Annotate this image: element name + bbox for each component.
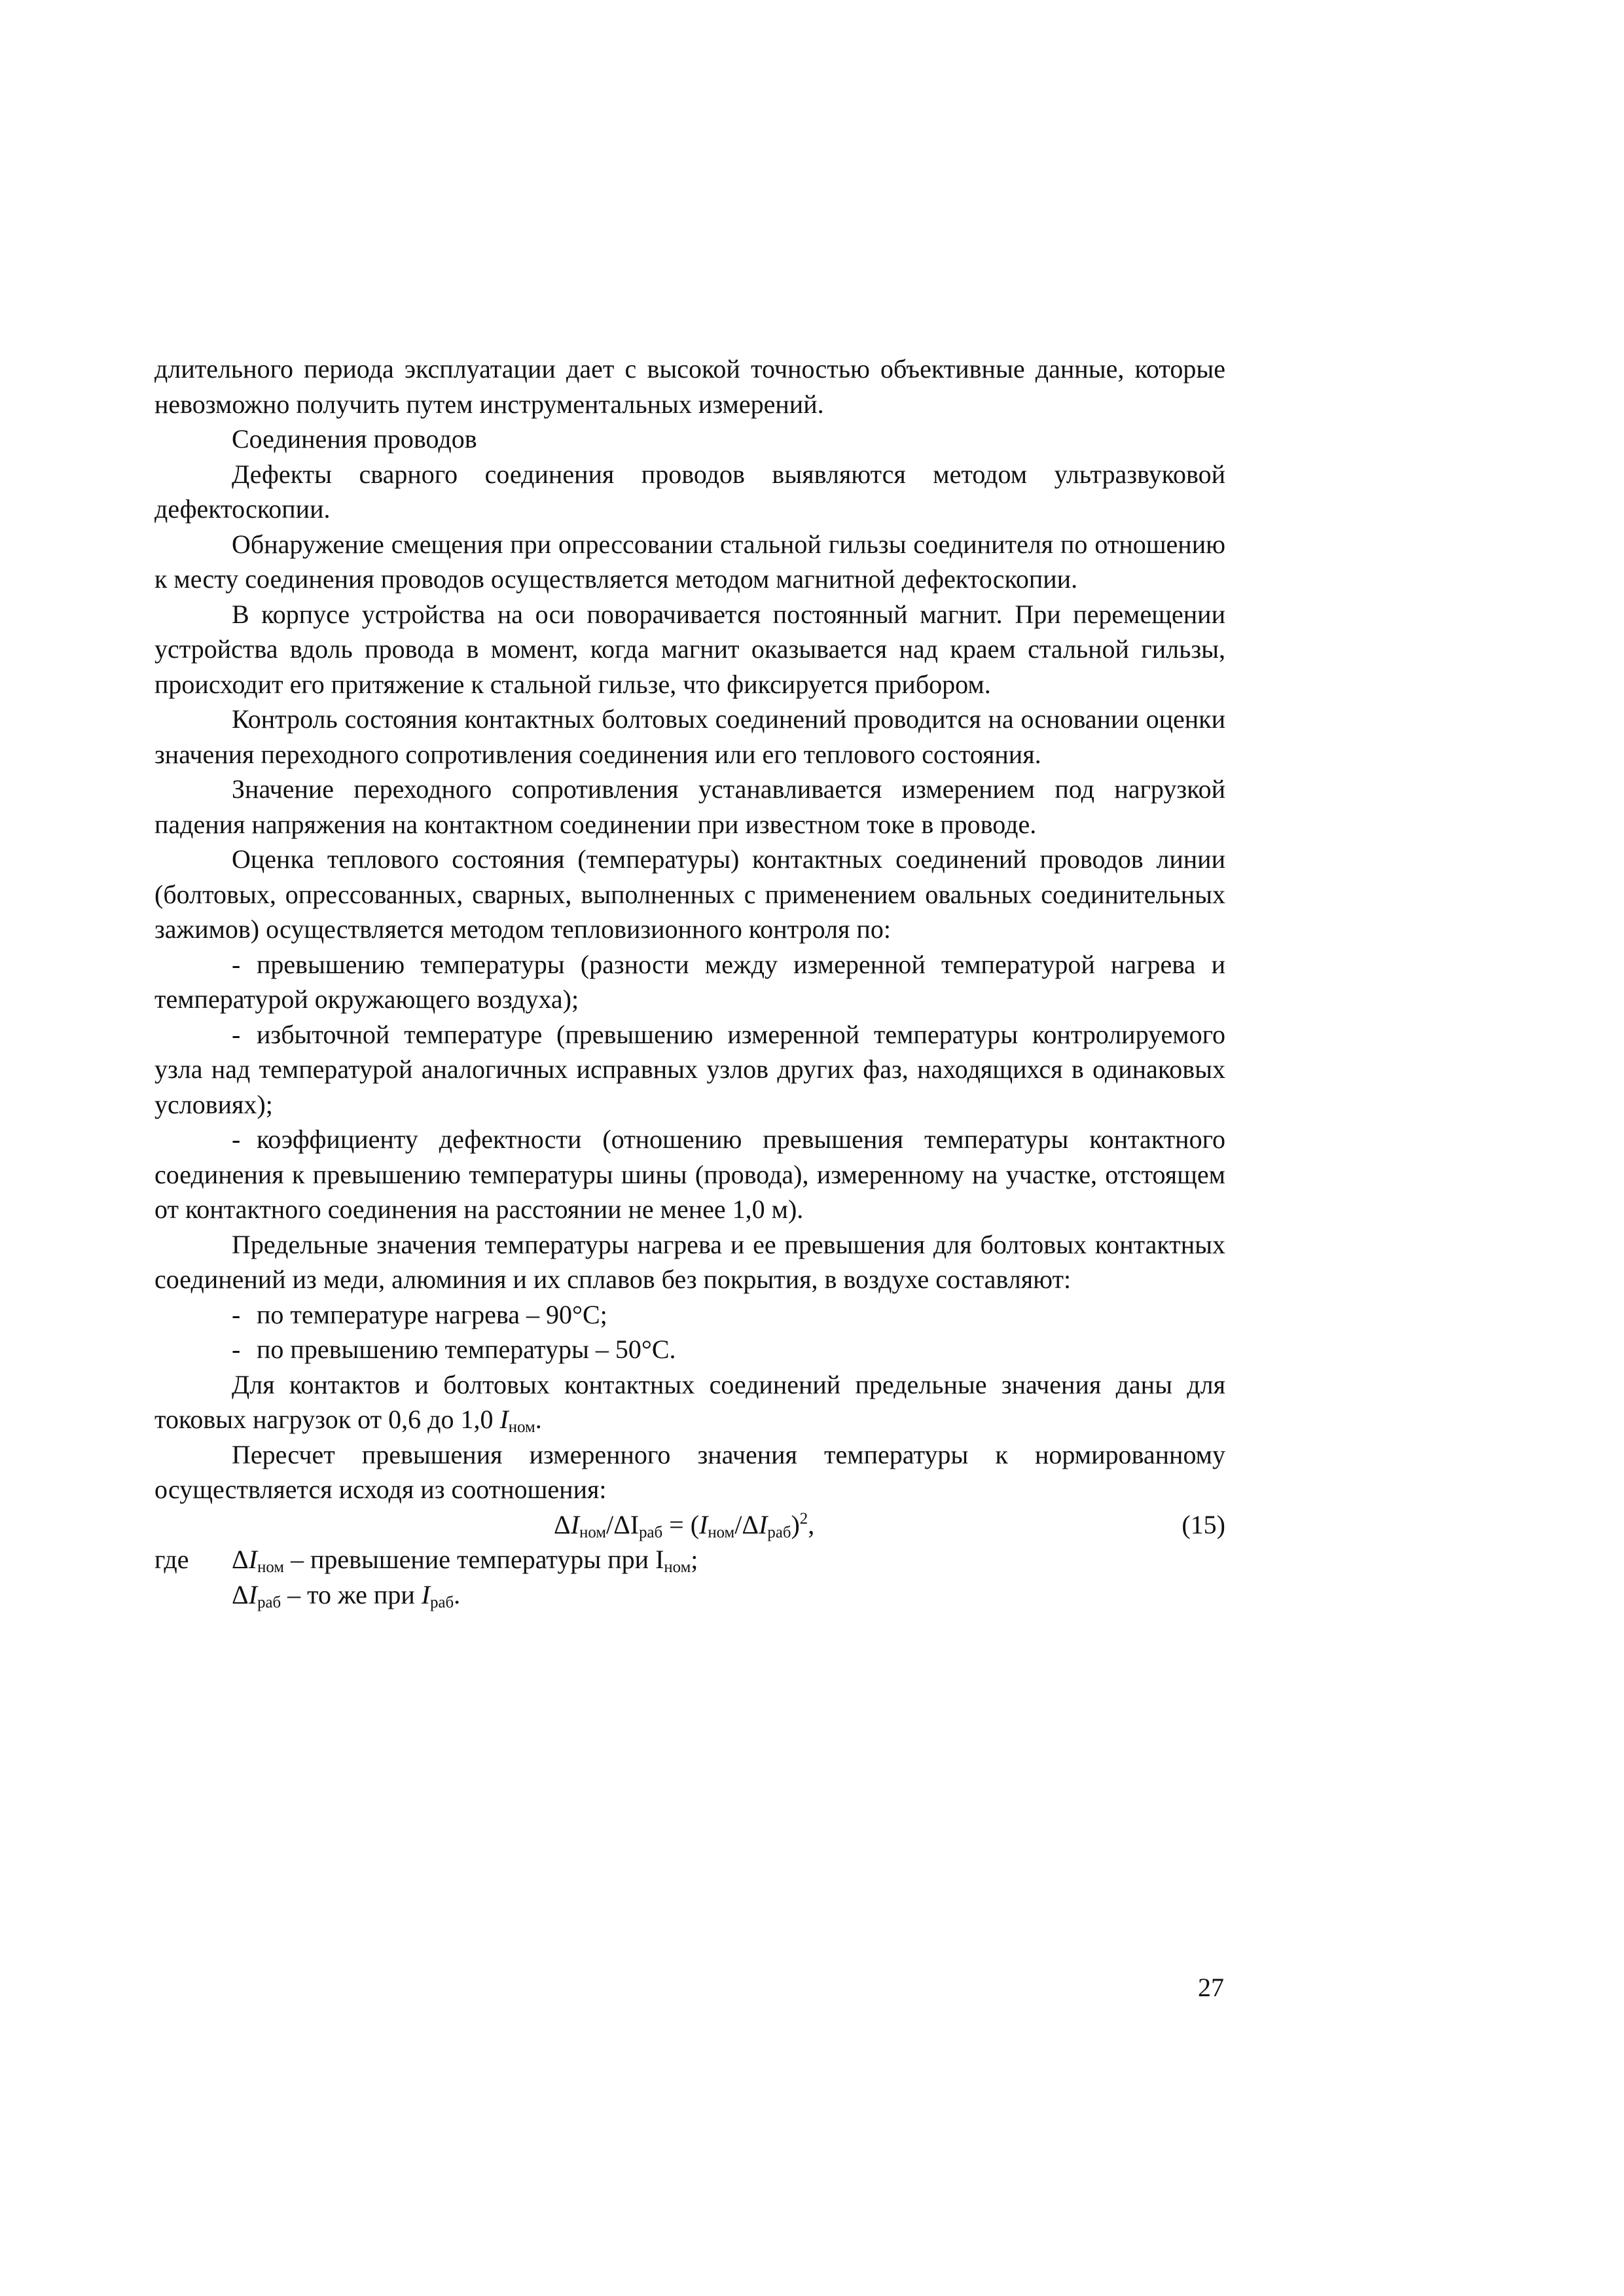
list-item bbox=[154, 947, 1225, 1017]
formula-line bbox=[154, 1507, 1225, 1543]
formula: $\Delta I_{ном}/\Delta I_{раб} = (I_{ном}/\Delta I_{раб})^2$, bbox=[554, 1509, 815, 1541]
list-item-text: по температуре нагрева – 90°С; bbox=[257, 1299, 607, 1329]
paragraph: Дефекты сварного соединения проводов выявляются методом ультразвуковой дефектоскопии. bbox=[154, 459, 1225, 524]
page-number: 27 bbox=[1198, 1973, 1224, 2002]
paragraph: Обнаружение смещения при опрессовании стальной гильзы соединителя по отношению к месту соединения проводов осуществляется методом магнитной дефектоскопии. bbox=[154, 529, 1225, 594]
where-line bbox=[154, 1542, 1225, 1577]
formula-number: (15) bbox=[1182, 1509, 1225, 1539]
where-definition: $\Delta I_{ном}$ – превышение температуры при $I_{ном}$; bbox=[232, 1545, 698, 1577]
list-dash: - bbox=[232, 949, 241, 979]
section-heading: Соединения проводов bbox=[232, 424, 477, 454]
list-dash: - bbox=[232, 1019, 241, 1049]
paragraph: Оценка теплового состояния (температуры) контактных соединений проводов линии (болтовых, опрессованных, сварных, выполненных с применением овальных соединительных зажимов) осуществляется методом тепловизионного контроля по: bbox=[154, 844, 1225, 944]
paragraph: В корпусе устройства на оси поворачивается постоянный магнит. При перемещении устройства вдоль провода в момент, когда магнит оказывается над краем стальной гильзы, происходит его притяжение к стальной гильзе, что фиксируется прибором. bbox=[154, 599, 1225, 699]
list-item-text: превышению температуры (разности между измеренной температурой нагрева и температурой окружающего воздуха); bbox=[154, 949, 1225, 1014]
paragraph: Пересчет превышения измеренного значения температуры к нормированному осуществляется исходя из соотношения: bbox=[154, 1439, 1225, 1504]
list-item-text: по превышению температуры – 50°С. bbox=[257, 1335, 676, 1364]
where-label: где bbox=[154, 1545, 189, 1574]
where-definition: $\Delta I_{раб}$ – то же при $I_{раб}$. bbox=[232, 1579, 461, 1611]
list-item-text: коэффициенту дефектности (отношению превышения температуры контактного соединения к превышению температуры шины (провода), измеренному на участке, отстоящем от контактного соединения на расстоянии не менее 1,0 м). bbox=[154, 1124, 1225, 1224]
body-text bbox=[154, 351, 1225, 1612]
list-item-text: избыточной температуре (превышению измеренной температуры контролируемого узла над температурой аналогичных исправных узлов других фаз, находящихся в одинаковых условиях); bbox=[154, 1019, 1225, 1119]
list-item bbox=[154, 1332, 1225, 1367]
list-item bbox=[154, 1297, 1225, 1333]
list-dash: - bbox=[232, 1124, 241, 1154]
list-item bbox=[154, 1017, 1225, 1122]
paragraph: Для контактов и болтовых контактных соединений предельные значения даны для токовых нагрузок от 0,6 до 1,0 $I_{ном}$. bbox=[154, 1369, 1225, 1437]
paragraph: Контроль состояния контактных болтовых соединений проводится на основании оценки значения переходного сопротивления соединения или его теплового состояния. bbox=[154, 704, 1225, 769]
list-dash: - bbox=[232, 1299, 241, 1329]
paragraph: Предельные значения температуры нагрева и ее превышения для болтовых контактных соединений из меди, алюминия и их сплавов без покрытия, в воздухе составляют: bbox=[154, 1229, 1225, 1294]
list-dash: - bbox=[232, 1335, 241, 1364]
paragraph-continuation: длительного периода эксплуатации дает с высокой точностью объективные данные, которые невозможно получить путем инструментальных измерений. bbox=[154, 354, 1225, 419]
paragraph: Значение переходного сопротивления устанавливается измерением под нагрузкой падения напряжения на контактном соединении при известном токе в проводе. bbox=[154, 774, 1225, 839]
list-item bbox=[154, 1122, 1225, 1227]
